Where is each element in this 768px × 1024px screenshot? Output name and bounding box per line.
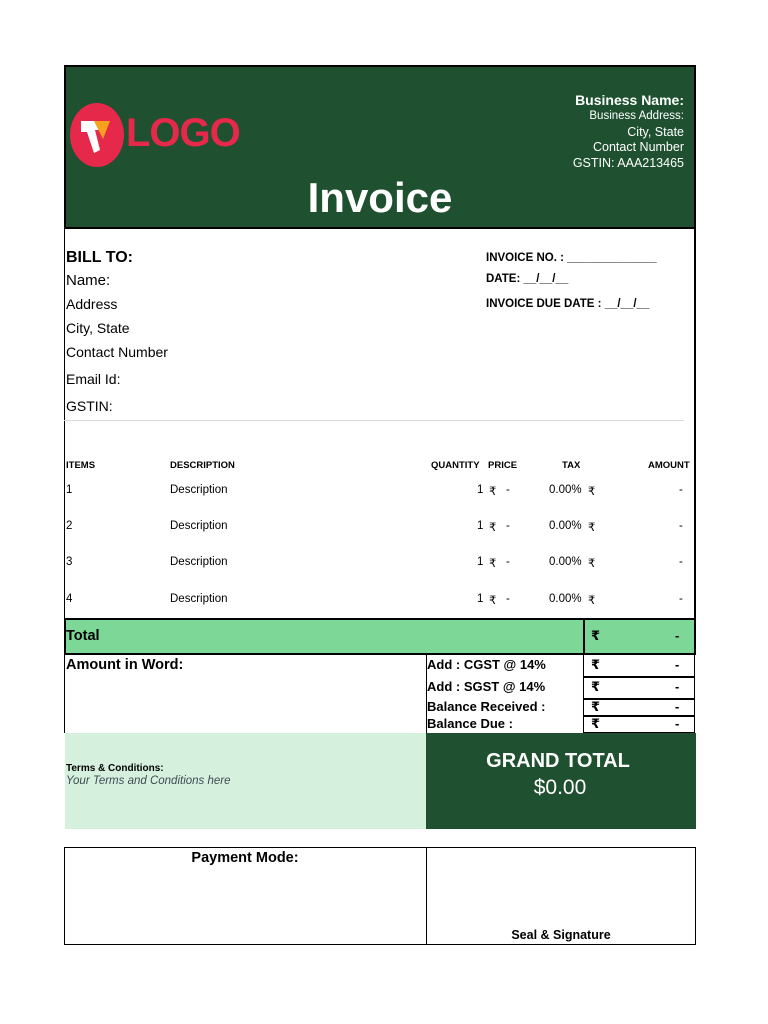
sgst-currency: ₹ — [591, 679, 601, 694]
row-tax: 0.00% — [549, 520, 582, 532]
row-amount-currency: ₹ — [588, 558, 596, 570]
seal-signature-label: Seal & Signature — [511, 928, 611, 942]
bill-to-contact: Contact Number — [66, 344, 168, 360]
total-row — [64, 618, 696, 655]
logo-mark-icon — [70, 103, 124, 167]
terms-title: Terms & Conditions: — [66, 763, 164, 774]
row-quantity: 1 — [477, 556, 484, 568]
bill-to-gstin: GSTIN: — [66, 398, 113, 414]
business-address: Business Address: — [589, 110, 684, 122]
total-currency: ₹ — [591, 628, 601, 643]
terms-text: Your Terms and Conditions here — [66, 775, 231, 787]
row-description: Description — [170, 484, 228, 496]
invoice-due-date-field: INVOICE DUE DATE : __/__/__ — [486, 298, 650, 310]
row-item-number: 1 — [66, 484, 73, 496]
row-description: Description — [170, 556, 228, 568]
payment-mode-label: Payment Mode: — [191, 850, 299, 866]
row-amount-currency: ₹ — [588, 522, 596, 534]
column-header-description: DESCRIPTION — [170, 460, 235, 471]
row-amount-currency: ₹ — [588, 595, 596, 607]
page-title: Invoice — [307, 174, 453, 221]
bill-to-email: Email Id: — [66, 371, 121, 387]
row-amount: - — [679, 520, 683, 532]
business-city-state: City, State — [627, 125, 684, 139]
row-description: Description — [170, 520, 228, 532]
bill-to-name: Name: — [66, 272, 111, 289]
row-quantity: 1 — [477, 593, 484, 605]
total-divider — [583, 618, 585, 655]
total-value: - — [675, 628, 680, 643]
balance-due-currency: ₹ — [591, 716, 601, 731]
row-amount-currency: ₹ — [588, 486, 596, 498]
cgst-label: Add : CGST @ 14% — [427, 657, 546, 672]
frame-border-left — [64, 229, 65, 619]
frame-border-right — [694, 229, 696, 619]
balance-received-value: - — [675, 699, 680, 714]
row-price-currency: ₹ — [489, 486, 497, 498]
grand-total-label: GRAND TOTAL — [486, 750, 630, 772]
balance-received-currency: ₹ — [591, 699, 601, 714]
balance-due-value: - — [675, 716, 680, 731]
row-quantity: 1 — [477, 484, 484, 496]
amount-in-word-label: Amount in Word: — [66, 657, 184, 673]
column-header-price: PRICE — [488, 460, 518, 471]
row-price: - — [506, 556, 510, 568]
row-item-number: 3 — [66, 556, 73, 568]
column-header-items: ITEMS — [66, 460, 96, 471]
sgst-value: - — [675, 679, 680, 694]
row-item-number: 4 — [66, 593, 73, 605]
logo-text: LOGO — [126, 111, 240, 155]
divider — [64, 420, 684, 421]
row-amount: - — [679, 484, 683, 496]
company-logo — [70, 103, 240, 169]
row-price-currency: ₹ — [489, 522, 497, 534]
row-price: - — [506, 520, 510, 532]
invoice-number-field: INVOICE NO. : ______________ — [486, 252, 657, 264]
balance-due-label: Balance Due : — [427, 716, 513, 731]
grand-total-value: $0.00 — [533, 776, 587, 799]
cgst-currency: ₹ — [591, 657, 601, 672]
row-tax: 0.00% — [549, 484, 582, 496]
bill-to-title: BILL TO: — [66, 249, 133, 266]
row-amount: - — [679, 556, 683, 568]
row-item-number: 2 — [66, 520, 73, 532]
column-header-amount: AMOUNT — [648, 460, 690, 471]
business-name: Business Name: — [575, 92, 684, 108]
business-gstin: GSTIN: AAA213465 — [572, 156, 684, 170]
row-price: - — [506, 484, 510, 496]
logo-icon — [70, 103, 124, 167]
total-label: Total — [66, 628, 100, 644]
row-price-currency: ₹ — [489, 595, 497, 607]
invoice-date-field: DATE: __/__/__ — [486, 273, 569, 285]
bill-to-city-state: City, State — [66, 320, 130, 336]
cgst-value: - — [675, 657, 680, 672]
balance-received-label: Balance Received : — [427, 699, 546, 714]
business-contact: Contact Number — [592, 140, 684, 154]
row-price: - — [506, 593, 510, 605]
row-price-currency: ₹ — [489, 558, 497, 570]
column-header-tax: TAX — [562, 460, 581, 471]
row-amount: - — [679, 593, 683, 605]
row-tax: 0.00% — [549, 556, 582, 568]
row-quantity: 1 — [477, 520, 484, 532]
sgst-label: Add : SGST @ 14% — [427, 679, 546, 694]
bill-to-address: Address — [66, 296, 118, 312]
row-description: Description — [170, 593, 228, 605]
row-tax: 0.00% — [549, 593, 582, 605]
column-header-quantity: QUANTITY — [431, 460, 480, 471]
